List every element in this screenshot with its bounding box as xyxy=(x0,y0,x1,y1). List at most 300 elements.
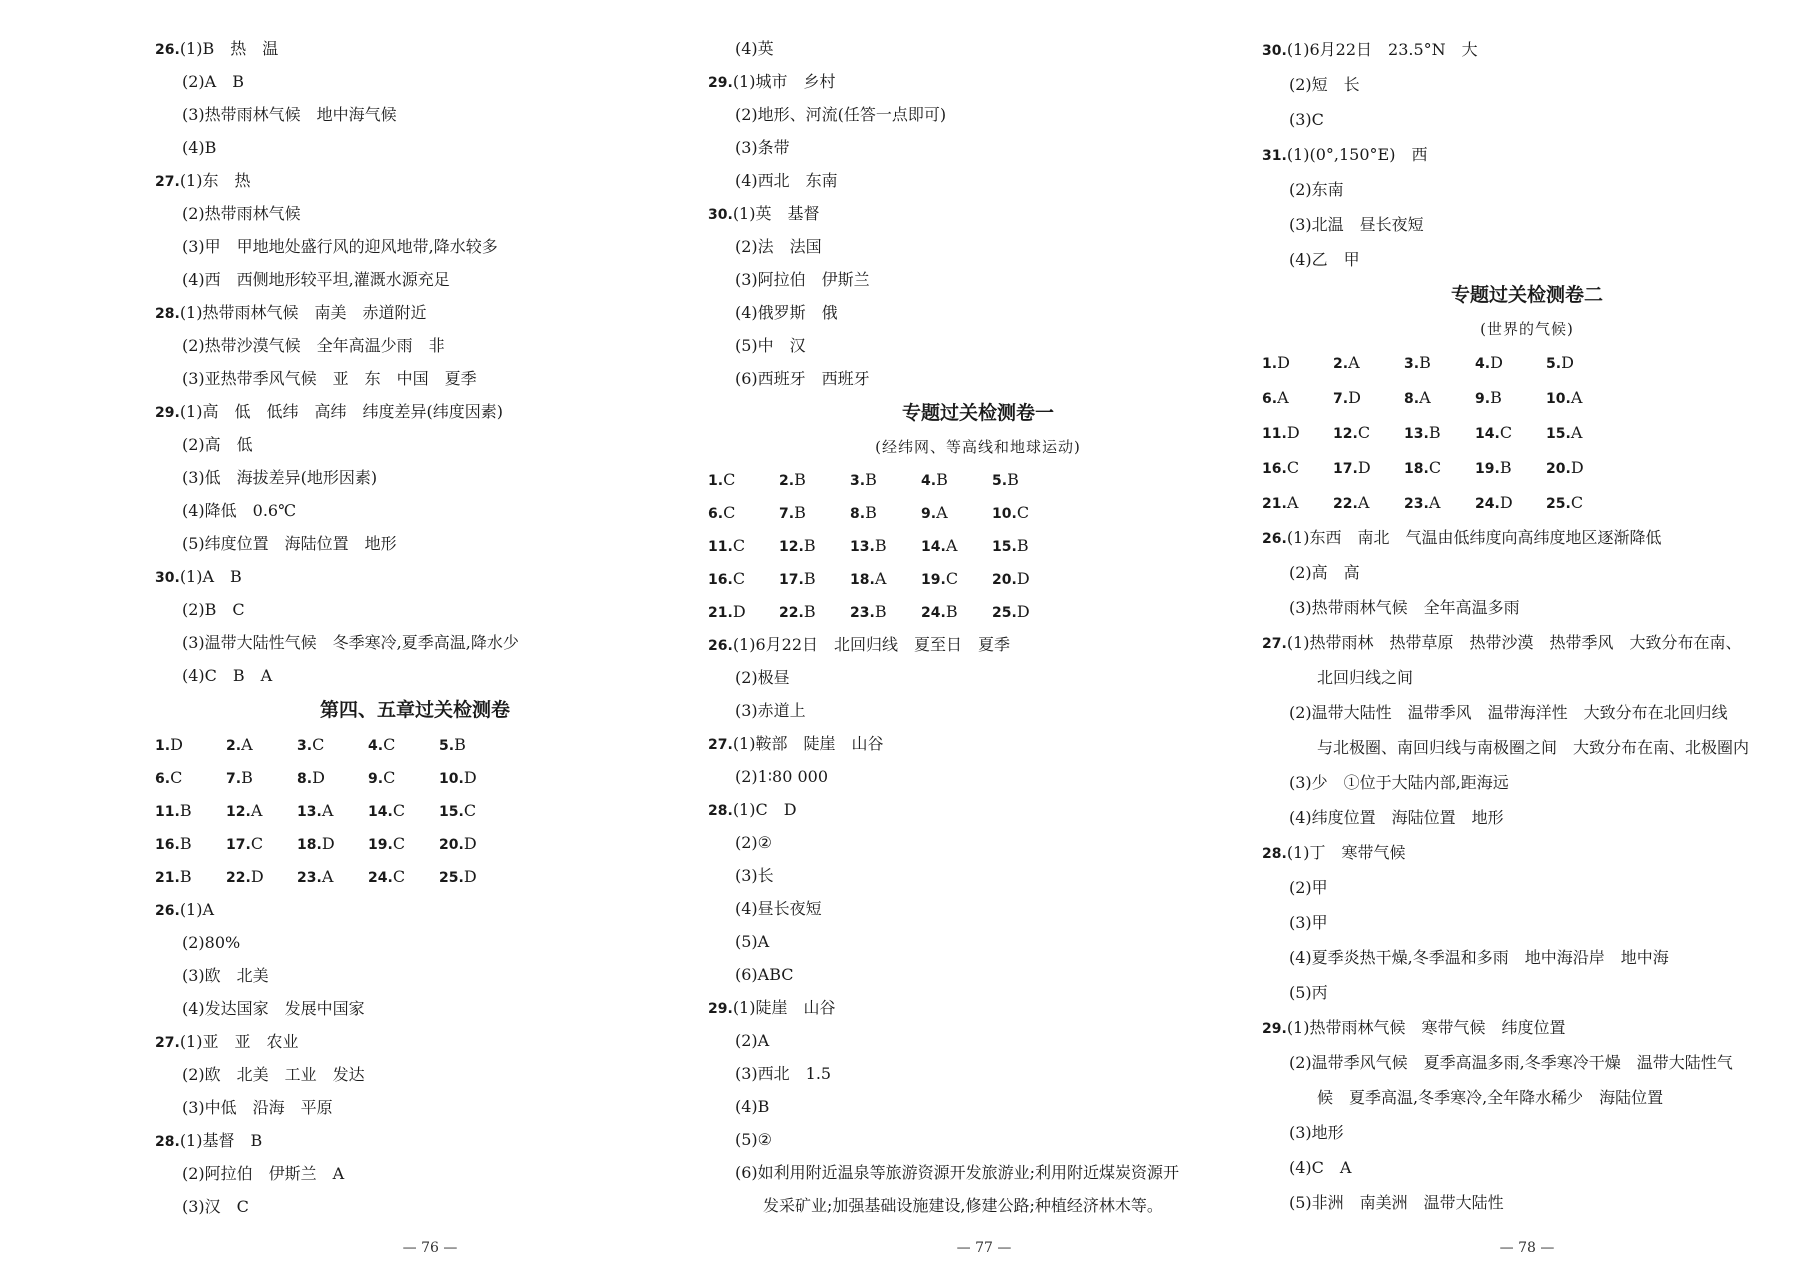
choice-answer-row xyxy=(155,860,675,893)
answer-letter: B xyxy=(179,867,192,886)
question-number: 20. xyxy=(1546,461,1571,477)
answer-line xyxy=(155,893,675,926)
answer-subline: (3)汉 C xyxy=(182,1197,249,1216)
question-number: 24. xyxy=(368,870,393,886)
choice-answer xyxy=(1404,450,1475,485)
choice-answer xyxy=(226,794,297,827)
choice-answer xyxy=(779,562,850,595)
question-number: 21. xyxy=(708,605,733,621)
question-number: 10. xyxy=(992,506,1017,522)
answer-text: (1)亚 亚 农业 xyxy=(179,1032,299,1051)
question-number: 11. xyxy=(1262,426,1287,442)
answer-subline: (5)中 汉 xyxy=(735,336,806,355)
choice-answer xyxy=(1333,450,1404,485)
answer-letter: A xyxy=(1570,423,1583,442)
choice-answer xyxy=(226,728,297,761)
column-page-76 xyxy=(155,32,675,1223)
choice-answer xyxy=(708,496,779,529)
question-number: 24. xyxy=(921,605,946,621)
choice-answer-row xyxy=(155,827,675,860)
answer-subline: (3)甲 xyxy=(1289,913,1328,932)
answer-subline: (4)B xyxy=(182,138,217,157)
section-title: 专题过关检测卷二 xyxy=(1450,284,1603,306)
answer-text: (1)A xyxy=(179,900,215,919)
answer-subline: (5)A xyxy=(735,932,770,951)
question-number: 1. xyxy=(1262,356,1278,372)
choice-answer xyxy=(1262,450,1333,485)
answer-subline: (2)短 长 xyxy=(1289,75,1360,94)
choice-answer xyxy=(850,562,921,595)
answer-letter: C xyxy=(383,735,396,754)
question-number: 16. xyxy=(1262,461,1287,477)
question-number: 1. xyxy=(708,473,724,489)
answer-line xyxy=(708,991,1248,1024)
question-number: 8. xyxy=(297,771,313,787)
answer-letter: D xyxy=(1277,353,1290,372)
answer-letter: B xyxy=(1428,423,1441,442)
question-number: 26. xyxy=(155,903,180,919)
answer-letter: C xyxy=(312,735,325,754)
question-number: 28. xyxy=(155,1134,180,1150)
answer-text: (1)基督 B xyxy=(179,1131,263,1150)
answer-letter: A xyxy=(1286,493,1299,512)
answer-subline: (3)条带 xyxy=(735,138,790,157)
answer-line xyxy=(1262,137,1792,172)
section-title: 第四、五章过关检测卷 xyxy=(319,699,510,721)
answer-subline: (3)长 xyxy=(735,866,774,885)
answer-text: (1)B 热 温 xyxy=(179,39,279,58)
choice-answer xyxy=(1546,380,1617,415)
choice-answer xyxy=(368,794,439,827)
question-number: 26. xyxy=(1262,531,1287,547)
answer-letter: A xyxy=(241,735,253,754)
answer-letter: D xyxy=(1348,388,1361,407)
question-number: 3. xyxy=(297,738,313,754)
question-number: 19. xyxy=(1475,461,1500,477)
answer-subline: (6)西班牙 西班牙 xyxy=(735,369,870,388)
answer-letter: A xyxy=(1277,388,1289,407)
choice-answer xyxy=(155,761,226,794)
question-number: 20. xyxy=(992,572,1017,588)
choice-answer-row xyxy=(708,496,1248,529)
choice-answer xyxy=(155,794,226,827)
answer-letter: D xyxy=(321,834,335,853)
answer-letter: B xyxy=(1490,388,1502,407)
question-number: 25. xyxy=(1546,496,1571,512)
question-number: 12. xyxy=(779,539,804,555)
choice-answer xyxy=(297,794,368,827)
choice-answer xyxy=(1333,345,1404,380)
answer-continuation: 候 夏季高温,冬季寒冷,全年降水稀少 海陆位置 xyxy=(1317,1088,1664,1107)
choice-answer-row xyxy=(1262,485,1792,520)
question-number: 15. xyxy=(1546,426,1571,442)
choice-answer xyxy=(708,562,779,595)
answer-letter: C xyxy=(1286,458,1300,477)
choice-answer xyxy=(1262,345,1333,380)
answer-letter: B xyxy=(794,503,806,522)
answer-letter: A xyxy=(321,801,334,820)
choice-answer xyxy=(992,595,1063,628)
question-number: 4. xyxy=(921,473,937,489)
answer-text: (1)(0°,150°E) 西 xyxy=(1286,145,1428,164)
answer-text: (1)高 低 低纬 高纬 纬度差异(纬度因素) xyxy=(179,402,503,421)
question-number: 29. xyxy=(1262,1021,1287,1037)
answer-subline: (3)阿拉伯 伊斯兰 xyxy=(735,270,870,289)
answer-subline: (2)80% xyxy=(182,933,241,952)
answer-letter: B xyxy=(179,801,192,820)
answer-letter: D xyxy=(1490,353,1503,372)
question-number: 3. xyxy=(1404,356,1420,372)
answer-subline: (2)东南 xyxy=(1289,180,1344,199)
choice-answer xyxy=(1333,485,1404,520)
question-number: 28. xyxy=(708,803,733,819)
answer-letter: C xyxy=(392,801,406,820)
answer-line xyxy=(708,727,1248,760)
question-number: 1. xyxy=(155,738,171,754)
answer-subline: (4)纬度位置 海陆位置 地形 xyxy=(1289,808,1504,827)
choice-answer xyxy=(921,595,992,628)
answer-letter: A xyxy=(321,867,334,886)
choice-answer xyxy=(226,827,297,860)
answer-line xyxy=(708,628,1248,661)
answer-text: (1)A B xyxy=(179,567,242,586)
choice-answer xyxy=(1404,345,1475,380)
question-number: 24. xyxy=(1475,496,1500,512)
answer-subline: (2)1∶80 000 xyxy=(735,767,828,786)
answer-subline: (2)A xyxy=(735,1031,770,1050)
question-number: 9. xyxy=(921,506,937,522)
answer-letter: C xyxy=(945,569,959,588)
answer-line xyxy=(155,1124,675,1157)
answer-letter: D xyxy=(1286,423,1300,442)
choice-answer xyxy=(226,761,297,794)
choice-answer xyxy=(779,463,850,496)
choice-answer xyxy=(439,860,510,893)
answer-line xyxy=(708,65,1248,98)
answer-line xyxy=(155,395,675,428)
choice-answer xyxy=(1404,485,1475,520)
answer-text: (1)热带雨林气候 南美 赤道附近 xyxy=(179,303,427,322)
answer-subline: (2)高 低 xyxy=(182,435,253,454)
answer-letter: C xyxy=(1499,423,1513,442)
question-number: 2. xyxy=(779,473,795,489)
question-number: 18. xyxy=(297,837,322,853)
answer-subline: (3)C xyxy=(1289,110,1324,129)
answer-text: (1)丁 寒带气候 xyxy=(1286,843,1406,862)
answer-letter: D xyxy=(1570,458,1584,477)
answer-subline: (3)甲 甲地地处盛行风的迎风地带,降水较多 xyxy=(182,237,498,256)
choice-answer xyxy=(1404,415,1475,450)
answer-text: (1)陡崖 山谷 xyxy=(732,998,836,1017)
answer-letter: D xyxy=(1357,458,1371,477)
answer-continuation: 发采矿业;加强基础设施建设,修建公路;种植经济林木等。 xyxy=(763,1196,1163,1215)
choice-answer xyxy=(708,529,779,562)
question-number: 2. xyxy=(226,738,242,754)
answer-letter: C xyxy=(1428,458,1442,477)
answer-subline: (4)夏季炎热干燥,冬季温和多雨 地中海沿岸 地中海 xyxy=(1289,948,1669,967)
answer-letter: B xyxy=(1499,458,1512,477)
question-number: 18. xyxy=(850,572,875,588)
choice-answer xyxy=(368,827,439,860)
answer-text: (1)热带雨林气候 寒带气候 纬度位置 xyxy=(1286,1018,1566,1037)
answer-subline: (4)西北 东南 xyxy=(735,171,838,190)
answer-letter: C xyxy=(732,569,746,588)
choice-answer xyxy=(1404,380,1475,415)
choice-answer xyxy=(155,827,226,860)
answer-letter: B xyxy=(794,470,806,489)
section-subtitle: (世界的气候) xyxy=(1480,320,1574,338)
answer-continuation: 北回归线之间 xyxy=(1317,668,1414,687)
answer-line xyxy=(1262,32,1792,67)
answer-subline: (4)C B A xyxy=(182,666,273,685)
answer-letter: B xyxy=(803,536,816,555)
answer-text: (1)热带雨林 热带草原 热带沙漠 热带季风 大致分布在南、 xyxy=(1286,633,1742,652)
question-number: 14. xyxy=(921,539,946,555)
answer-subline: (2)热带沙漠气候 全年高温少雨 非 xyxy=(182,336,445,355)
answer-line xyxy=(155,296,675,329)
choice-answer xyxy=(1546,345,1617,380)
answer-subline: (4)俄罗斯 俄 xyxy=(735,303,838,322)
answer-letter: A xyxy=(945,536,958,555)
question-number: 19. xyxy=(921,572,946,588)
question-number: 5. xyxy=(439,738,455,754)
answer-letter: A xyxy=(936,503,948,522)
choice-answer xyxy=(368,860,439,893)
answer-letter: B xyxy=(1007,470,1019,489)
section-title: 专题过关检测卷一 xyxy=(901,402,1054,424)
answer-subline: (3)西北 1.5 xyxy=(735,1064,832,1083)
question-number: 10. xyxy=(1546,391,1571,407)
question-number: 7. xyxy=(1333,391,1349,407)
question-number: 30. xyxy=(155,570,180,586)
answer-subline: (2)法 法国 xyxy=(735,237,822,256)
question-number: 13. xyxy=(850,539,875,555)
question-number: 17. xyxy=(226,837,251,853)
answer-text: (1)英 基督 xyxy=(732,204,820,223)
choice-answer xyxy=(779,496,850,529)
answer-subline: (3)欧 北美 xyxy=(182,966,269,985)
answer-subline: (4)西 西侧地形较平坦,灌溉水源充足 xyxy=(182,270,450,289)
choice-answer-row xyxy=(708,595,1248,628)
answer-line xyxy=(1262,520,1792,555)
choice-answer xyxy=(439,827,510,860)
choice-answer xyxy=(1262,485,1333,520)
answer-text: (1)东 热 xyxy=(179,171,251,190)
choice-answer xyxy=(850,529,921,562)
answer-letter: B xyxy=(1419,353,1431,372)
question-number: 21. xyxy=(155,870,180,886)
answer-letter: C xyxy=(1357,423,1371,442)
choice-answer xyxy=(1546,485,1617,520)
answer-subline: (5)非洲 南美洲 温带大陆性 xyxy=(1289,1193,1504,1212)
question-number: 9. xyxy=(1475,391,1491,407)
answer-subline: (2)② xyxy=(735,833,773,852)
choice-answer xyxy=(708,595,779,628)
question-number: 26. xyxy=(155,42,180,58)
question-number: 22. xyxy=(779,605,804,621)
choice-answer xyxy=(1262,380,1333,415)
question-number: 8. xyxy=(850,506,866,522)
answer-subline: (3)热带雨林气候 全年高温多雨 xyxy=(1289,598,1520,617)
question-number: 19. xyxy=(368,837,393,853)
question-number: 10. xyxy=(439,771,464,787)
answer-subline: (5)② xyxy=(735,1130,773,1149)
choice-answer xyxy=(297,761,368,794)
answer-subline: (4)英 xyxy=(735,39,774,58)
question-number: 27. xyxy=(155,1035,180,1051)
answer-subline: (4)降低 0.6℃ xyxy=(182,501,297,520)
question-number: 14. xyxy=(1475,426,1500,442)
column-page-78 xyxy=(1262,32,1792,1220)
answer-letter: B xyxy=(1016,536,1029,555)
choice-answer xyxy=(155,728,226,761)
answer-letter: C xyxy=(170,768,183,787)
answer-letter: C xyxy=(392,867,406,886)
answer-line xyxy=(1262,835,1792,870)
question-number: 26. xyxy=(708,638,733,654)
answer-letter: D xyxy=(1016,569,1030,588)
answer-continuation: 与北极圈、南回归线与南极圈之间 大致分布在南、北极圈内 xyxy=(1317,738,1750,757)
choice-answer-row xyxy=(708,529,1248,562)
answer-letter: D xyxy=(312,768,325,787)
question-number: 7. xyxy=(226,771,242,787)
answer-letter: D xyxy=(463,768,477,787)
answer-letter: A xyxy=(1348,353,1360,372)
answer-letter: B xyxy=(179,834,192,853)
answer-line xyxy=(1262,625,1792,660)
answer-subline: (3)赤道上 xyxy=(735,701,806,720)
choice-answer xyxy=(921,562,992,595)
answer-subline: (3)中低 沿海 平原 xyxy=(182,1098,333,1117)
choice-answer-row xyxy=(155,728,675,761)
answer-letter: C xyxy=(732,536,746,555)
question-number: 4. xyxy=(368,738,384,754)
question-number: 29. xyxy=(708,75,733,91)
question-number: 12. xyxy=(226,804,251,820)
choice-answer xyxy=(850,595,921,628)
answer-letter: A xyxy=(250,801,263,820)
choice-answer xyxy=(1262,415,1333,450)
question-number: 30. xyxy=(1262,43,1287,59)
choice-answer-row xyxy=(1262,380,1792,415)
choice-answer xyxy=(1475,415,1546,450)
answer-subline: (4)昼长夜短 xyxy=(735,899,822,918)
answer-letter: B xyxy=(874,602,887,621)
answer-letter: A xyxy=(1570,388,1583,407)
question-number: 28. xyxy=(1262,846,1287,862)
choice-answer xyxy=(439,794,510,827)
choice-answer xyxy=(297,827,368,860)
choice-answer-row xyxy=(1262,450,1792,485)
choice-answer xyxy=(439,728,510,761)
question-number: 13. xyxy=(1404,426,1429,442)
answer-text: (1)6月22日 北回归线 夏至日 夏季 xyxy=(732,635,1011,654)
choice-answer xyxy=(155,860,226,893)
answer-letter: C xyxy=(250,834,264,853)
answer-subline: (4)乙 甲 xyxy=(1289,250,1360,269)
choice-answer xyxy=(1475,345,1546,380)
answer-letter: D xyxy=(463,867,477,886)
column-page-77 xyxy=(708,32,1248,1222)
choice-answer xyxy=(1475,485,1546,520)
answer-letter: A xyxy=(1428,493,1441,512)
choice-answer xyxy=(1475,380,1546,415)
answer-letter: D xyxy=(250,867,264,886)
choice-answer xyxy=(1333,380,1404,415)
answer-letter: A xyxy=(874,569,887,588)
answer-letter: B xyxy=(865,503,877,522)
answer-line xyxy=(708,197,1248,230)
answer-letter: C xyxy=(723,470,736,489)
answer-line xyxy=(155,32,675,65)
answer-letter: A xyxy=(1357,493,1370,512)
answer-subline: (2)阿拉伯 伊斯兰 A xyxy=(182,1164,345,1183)
question-number: 21. xyxy=(1262,496,1287,512)
answer-line xyxy=(708,793,1248,826)
choice-answer-row xyxy=(708,463,1248,496)
answer-letter: D xyxy=(463,834,477,853)
choice-answer xyxy=(226,860,297,893)
question-number: 16. xyxy=(155,837,180,853)
answer-letter: B xyxy=(936,470,948,489)
choice-answer xyxy=(850,463,921,496)
question-number: 5. xyxy=(992,473,1008,489)
question-number: 7. xyxy=(779,506,795,522)
answer-subline: (3)温带大陆性气候 冬季寒冷,夏季高温,降水少 xyxy=(182,633,519,652)
question-number: 17. xyxy=(779,572,804,588)
answer-subline: (3)亚热带季风气候 亚 东 中国 夏季 xyxy=(182,369,477,388)
question-number: 20. xyxy=(439,837,464,853)
answer-letter: B xyxy=(454,735,466,754)
choice-answer xyxy=(921,496,992,529)
choice-answer xyxy=(1546,415,1617,450)
answer-letter: C xyxy=(723,503,736,522)
question-number: 16. xyxy=(708,572,733,588)
answer-letter: C xyxy=(392,834,406,853)
question-number: 11. xyxy=(155,804,180,820)
answer-letter: D xyxy=(1499,493,1513,512)
section-subtitle: (经纬网、等高线和地球运动) xyxy=(875,438,1081,456)
answer-letter: D xyxy=(170,735,183,754)
choice-answer xyxy=(921,463,992,496)
question-number: 5. xyxy=(1546,356,1562,372)
choice-answer xyxy=(297,860,368,893)
answer-text: (1)6月22日 23.5°N 大 xyxy=(1286,40,1478,59)
question-number: 31. xyxy=(1262,148,1287,164)
answer-subline: (3)北温 昼长夜短 xyxy=(1289,215,1424,234)
answer-subline: (2)极昼 xyxy=(735,668,790,687)
question-number: 15. xyxy=(992,539,1017,555)
question-number: 18. xyxy=(1404,461,1429,477)
answer-subline: (2)甲 xyxy=(1289,878,1328,897)
answer-letter: B xyxy=(241,768,253,787)
answer-line xyxy=(155,560,675,593)
answer-line xyxy=(155,1025,675,1058)
question-number: 25. xyxy=(439,870,464,886)
answer-subline: (3)低 海拔差异(地形因素) xyxy=(182,468,378,487)
question-number: 27. xyxy=(155,174,180,190)
question-number: 3. xyxy=(850,473,866,489)
answer-subline: (3)热带雨林气候 地中海气候 xyxy=(182,105,397,124)
answer-subline: (4)B xyxy=(735,1097,770,1116)
choice-answer xyxy=(1475,450,1546,485)
question-number: 6. xyxy=(155,771,171,787)
answer-letter: B xyxy=(803,569,816,588)
question-number: 22. xyxy=(1333,496,1358,512)
answer-subline: (3)地形 xyxy=(1289,1123,1344,1142)
question-number: 27. xyxy=(1262,636,1287,652)
choice-answer xyxy=(779,595,850,628)
